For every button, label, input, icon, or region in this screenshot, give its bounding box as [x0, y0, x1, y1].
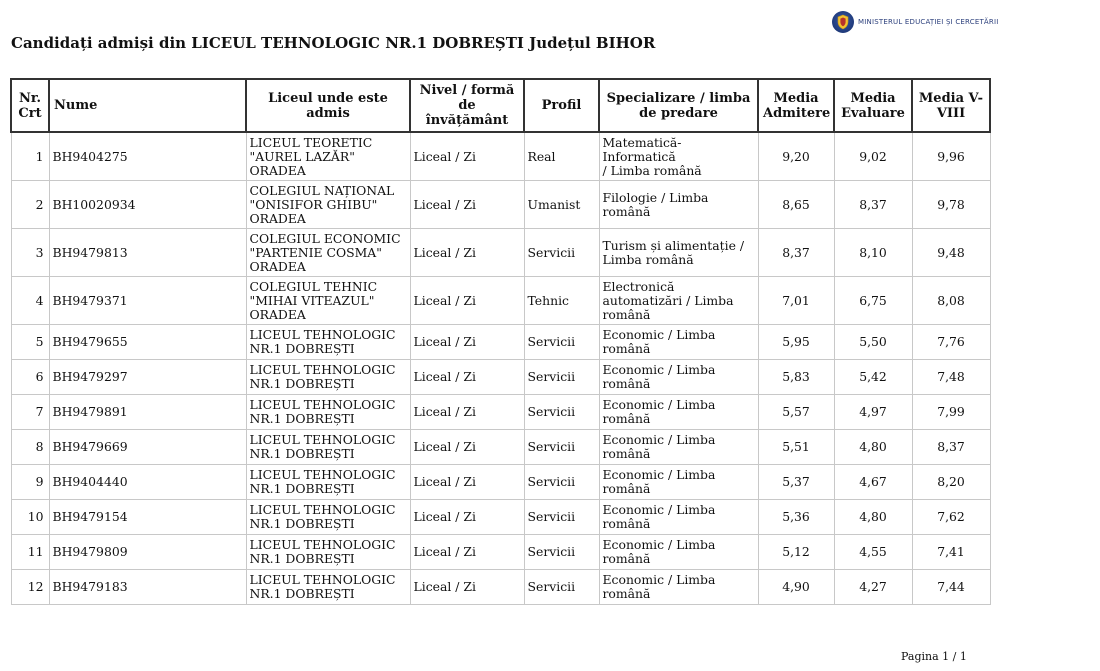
- cell-nivel: Liceal / Zi: [410, 395, 524, 430]
- cell-nume: BH9479809: [49, 535, 246, 570]
- cell-nr: 1: [11, 132, 49, 181]
- cell-specializare: Economic / Limba română: [599, 500, 758, 535]
- column-header-media-admitere: Media Admitere: [758, 79, 834, 132]
- cell-specializare: Economic / Limba română: [599, 325, 758, 360]
- cell-media-admitere: 8,65: [758, 181, 834, 229]
- cell-nr: 5: [11, 325, 49, 360]
- cell-media-evaluare: 4,80: [834, 430, 912, 465]
- cell-media-evaluare: 4,67: [834, 465, 912, 500]
- cell-liceu: COLEGIUL ECONOMIC "PARTENIE COSMA" ORADEA: [246, 229, 410, 277]
- cell-nume: BH9479154: [49, 500, 246, 535]
- ministry-logo: [832, 11, 999, 33]
- cell-media-admitere: 9,20: [758, 132, 834, 181]
- cell-media-admitere: 5,36: [758, 500, 834, 535]
- cell-media-v-viii: 8,08: [912, 277, 990, 325]
- cell-specializare: Economic / Limba română: [599, 360, 758, 395]
- cell-media-admitere: 7,01: [758, 277, 834, 325]
- cell-nume: BH9479371: [49, 277, 246, 325]
- table-row: [11, 430, 990, 465]
- cell-media-v-viii: 7,76: [912, 325, 990, 360]
- column-header-nume: Nume: [49, 79, 246, 132]
- cell-specializare: Matematică-Informatică / Limba română: [599, 132, 758, 181]
- cell-media-v-viii: 7,48: [912, 360, 990, 395]
- cell-profil: Umanist: [524, 181, 599, 229]
- cell-nume: BH9479669: [49, 430, 246, 465]
- cell-media-v-viii: 7,99: [912, 395, 990, 430]
- cell-specializare: Filologie / Limba română: [599, 181, 758, 229]
- cell-liceu: LICEUL TEORETIC "AUREL LAZĂR" ORADEA: [246, 132, 410, 181]
- cell-media-evaluare: 8,37: [834, 181, 912, 229]
- cell-liceu: LICEUL TEHNOLOGIC NR.1 DOBREȘTI: [246, 325, 410, 360]
- cell-media-evaluare: 9,02: [834, 132, 912, 181]
- cell-specializare: Turism și alimentație / Limba română: [599, 229, 758, 277]
- cell-media-v-viii: 8,20: [912, 465, 990, 500]
- cell-nivel: Liceal / Zi: [410, 325, 524, 360]
- column-header-liceu: Liceul unde este admis: [246, 79, 410, 132]
- cell-nr: 10: [11, 500, 49, 535]
- cell-liceu: COLEGIUL NAȚIONAL "ONISIFOR GHIBU" ORADEA: [246, 181, 410, 229]
- cell-specializare: Economic / Limba română: [599, 465, 758, 500]
- cell-media-admitere: 5,37: [758, 465, 834, 500]
- cell-profil: Servicii: [524, 395, 599, 430]
- cell-media-evaluare: 4,27: [834, 570, 912, 605]
- cell-nivel: Liceal / Zi: [410, 430, 524, 465]
- cell-specializare: Economic / Limba română: [599, 535, 758, 570]
- cell-nr: 9: [11, 465, 49, 500]
- cell-media-evaluare: 6,75: [834, 277, 912, 325]
- page-number: Pagina 1 / 1: [901, 650, 967, 663]
- table-row: [11, 500, 990, 535]
- cell-nivel: Liceal / Zi: [410, 229, 524, 277]
- cell-media-evaluare: 4,80: [834, 500, 912, 535]
- table-row: [11, 570, 990, 605]
- coat-of-arms-icon: [832, 11, 854, 33]
- cell-nr: 3: [11, 229, 49, 277]
- cell-profil: Servicii: [524, 535, 599, 570]
- cell-nume: BH9479297: [49, 360, 246, 395]
- cell-nume: BH9479655: [49, 325, 246, 360]
- cell-liceu: LICEUL TEHNOLOGIC NR.1 DOBREȘTI: [246, 570, 410, 605]
- cell-nr: 2: [11, 181, 49, 229]
- cell-profil: Servicii: [524, 570, 599, 605]
- cell-media-admitere: 5,57: [758, 395, 834, 430]
- cell-profil: Servicii: [524, 229, 599, 277]
- cell-nivel: Liceal / Zi: [410, 535, 524, 570]
- table-header-row: [11, 79, 990, 132]
- cell-profil: Servicii: [524, 360, 599, 395]
- cell-profil: Servicii: [524, 500, 599, 535]
- cell-profil: Servicii: [524, 430, 599, 465]
- table-row: [11, 395, 990, 430]
- cell-media-admitere: 5,51: [758, 430, 834, 465]
- cell-media-evaluare: 4,55: [834, 535, 912, 570]
- cell-liceu: COLEGIUL TEHNIC "MIHAI VITEAZUL" ORADEA: [246, 277, 410, 325]
- cell-nr: 8: [11, 430, 49, 465]
- cell-nr: 6: [11, 360, 49, 395]
- page-title: Candidați admiși din LICEUL TEHNOLOGIC NR.1 DOBREȘTI Județul BIHOR: [11, 34, 656, 52]
- ministry-name: MINISTERUL EDUCAȚIEI ȘI CERCETĂRII: [858, 18, 999, 26]
- cell-nr: 12: [11, 570, 49, 605]
- cell-liceu: LICEUL TEHNOLOGIC NR.1 DOBREȘTI: [246, 500, 410, 535]
- cell-profil: Servicii: [524, 465, 599, 500]
- cell-nivel: Liceal / Zi: [410, 500, 524, 535]
- cell-nivel: Liceal / Zi: [410, 465, 524, 500]
- cell-media-v-viii: 7,62: [912, 500, 990, 535]
- cell-media-evaluare: 5,50: [834, 325, 912, 360]
- cell-liceu: LICEUL TEHNOLOGIC NR.1 DOBREȘTI: [246, 360, 410, 395]
- admitted-candidates-table: [10, 78, 991, 605]
- table-row: [11, 360, 990, 395]
- cell-nr: 4: [11, 277, 49, 325]
- cell-nume: BH9479183: [49, 570, 246, 605]
- column-header-media-v-viii: Media V- VIII: [912, 79, 990, 132]
- cell-nivel: Liceal / Zi: [410, 277, 524, 325]
- cell-media-v-viii: 9,48: [912, 229, 990, 277]
- cell-nume: BH9404275: [49, 132, 246, 181]
- column-header-media-evaluare: Media Evaluare: [834, 79, 912, 132]
- table-row: [11, 277, 990, 325]
- column-header-nivel: Nivel / formă de învățământ: [410, 79, 524, 132]
- cell-liceu: LICEUL TEHNOLOGIC NR.1 DOBREȘTI: [246, 535, 410, 570]
- column-header-specializare: Specializare / limba de predare: [599, 79, 758, 132]
- cell-media-admitere: 5,83: [758, 360, 834, 395]
- cell-media-v-viii: 8,37: [912, 430, 990, 465]
- cell-media-v-viii: 9,78: [912, 181, 990, 229]
- cell-nr: 7: [11, 395, 49, 430]
- cell-nr: 11: [11, 535, 49, 570]
- cell-profil: Tehnic: [524, 277, 599, 325]
- cell-nivel: Liceal / Zi: [410, 132, 524, 181]
- cell-media-evaluare: 5,42: [834, 360, 912, 395]
- cell-liceu: LICEUL TEHNOLOGIC NR.1 DOBREȘTI: [246, 395, 410, 430]
- cell-specializare: Economic / Limba română: [599, 395, 758, 430]
- table-row: [11, 535, 990, 570]
- cell-nivel: Liceal / Zi: [410, 360, 524, 395]
- cell-profil: Servicii: [524, 325, 599, 360]
- cell-media-admitere: 4,90: [758, 570, 834, 605]
- cell-nume: BH9479891: [49, 395, 246, 430]
- cell-profil: Real: [524, 132, 599, 181]
- cell-specializare: Electronică automatizări / Limba română: [599, 277, 758, 325]
- cell-nivel: Liceal / Zi: [410, 570, 524, 605]
- cell-nume: BH9479813: [49, 229, 246, 277]
- cell-media-admitere: 5,95: [758, 325, 834, 360]
- column-header-profil: Profil: [524, 79, 599, 132]
- table-row: [11, 229, 990, 277]
- cell-nume: BH10020934: [49, 181, 246, 229]
- cell-media-evaluare: 4,97: [834, 395, 912, 430]
- cell-media-admitere: 5,12: [758, 535, 834, 570]
- cell-nume: BH9404440: [49, 465, 246, 500]
- cell-media-evaluare: 8,10: [834, 229, 912, 277]
- table-row: [11, 325, 990, 360]
- table-row: [11, 181, 990, 229]
- cell-nivel: Liceal / Zi: [410, 181, 524, 229]
- table-row: [11, 132, 990, 181]
- table-row: [11, 465, 990, 500]
- cell-specializare: Economic / Limba română: [599, 430, 758, 465]
- cell-media-v-viii: 7,41: [912, 535, 990, 570]
- cell-specializare: Economic / Limba română: [599, 570, 758, 605]
- cell-media-v-viii: 7,44: [912, 570, 990, 605]
- column-header-nr: Nr. Crt: [11, 79, 49, 132]
- cell-media-admitere: 8,37: [758, 229, 834, 277]
- cell-liceu: LICEUL TEHNOLOGIC NR.1 DOBREȘTI: [246, 465, 410, 500]
- cell-media-v-viii: 9,96: [912, 132, 990, 181]
- cell-liceu: LICEUL TEHNOLOGIC NR.1 DOBREȘTI: [246, 430, 410, 465]
